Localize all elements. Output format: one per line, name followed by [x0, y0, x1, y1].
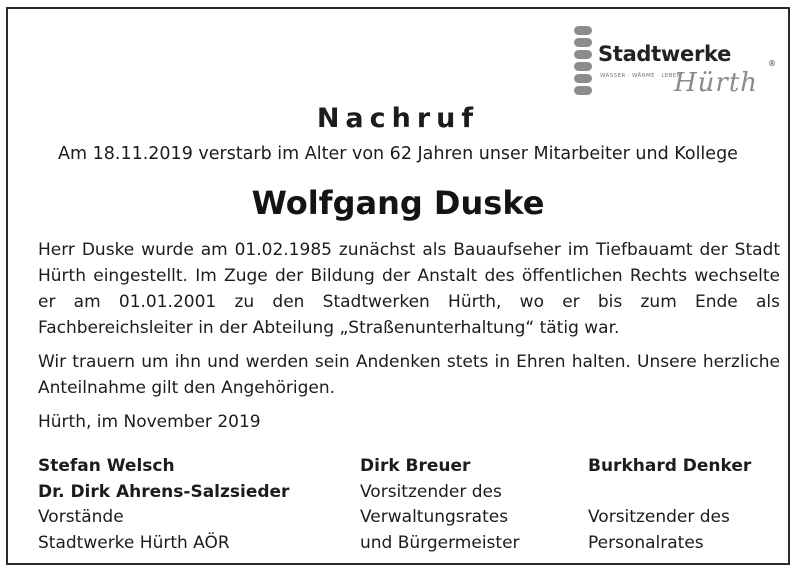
- signer-role: Vorstände: [38, 507, 124, 527]
- signer-role: Vorsitzender des: [360, 481, 502, 502]
- signer-role: Verwaltungsrates: [360, 507, 509, 527]
- career-paragraph: Herr Duske wurde am 01.02.1985 zunächst als Bauaufseher im Tiefbauamt der Stadt Hürth eingestellt. Im Zuge der Bildung der Anstalt des öffentlichen Rechts wechselte er am 01.01.2001 zu den Stadtwerken Hürth, wo er bis zum Ende als Fachbereichsleiter in der Abteilung „Straßenunterhaltung“ tätig war.: [38, 240, 780, 338]
- notice-heading: Nachruf: [316, 103, 480, 134]
- signer-supervisory-board: [360, 454, 560, 556]
- signer-role: Personalrates: [588, 532, 704, 553]
- notice-body: [38, 237, 780, 443]
- logo-stacked-dots-icon: [574, 26, 594, 98]
- signer-staff-council: [588, 454, 778, 556]
- signer-role: Vorsitzender des: [588, 507, 730, 527]
- obituary-notice: [6, 7, 790, 565]
- signer-organization: Stadtwerke Hürth AÖR: [38, 532, 230, 553]
- stadtwerke-huerth-logo: [574, 22, 784, 102]
- signer-name: Dirk Breuer: [360, 456, 471, 476]
- signer-name: Stefan Welsch: [38, 456, 175, 476]
- signer-role: und Bürgermeister: [360, 532, 520, 553]
- logo-tagline: WASSER · WÄRME · LEBEN: [600, 73, 682, 79]
- intro-line: Am 18.11.2019 verstarb im Alter von 62 Jahren unser Mitarbeiter und Kollege: [58, 144, 738, 164]
- logo-city-script: Hürth: [674, 68, 759, 98]
- signer-name: Burkhard Denker: [588, 456, 752, 476]
- condolence-paragraph: Wir trauern um ihn und werden sein Andenken stets in Ehren halten. Unsere herzliche Anteilnahme gilt den Angehörigen.: [38, 352, 780, 398]
- signer-board: [38, 454, 348, 556]
- place-date: Hürth, im November 2019: [38, 412, 261, 432]
- logo-registered-mark: ®: [768, 59, 776, 68]
- logo-wordmark: Stadtwerke: [598, 42, 732, 66]
- deceased-name: Wolfgang Duske: [251, 184, 545, 222]
- signatories: [38, 454, 778, 564]
- signer-name: Dr. Dirk Ahrens-Salzsieder: [38, 481, 290, 502]
